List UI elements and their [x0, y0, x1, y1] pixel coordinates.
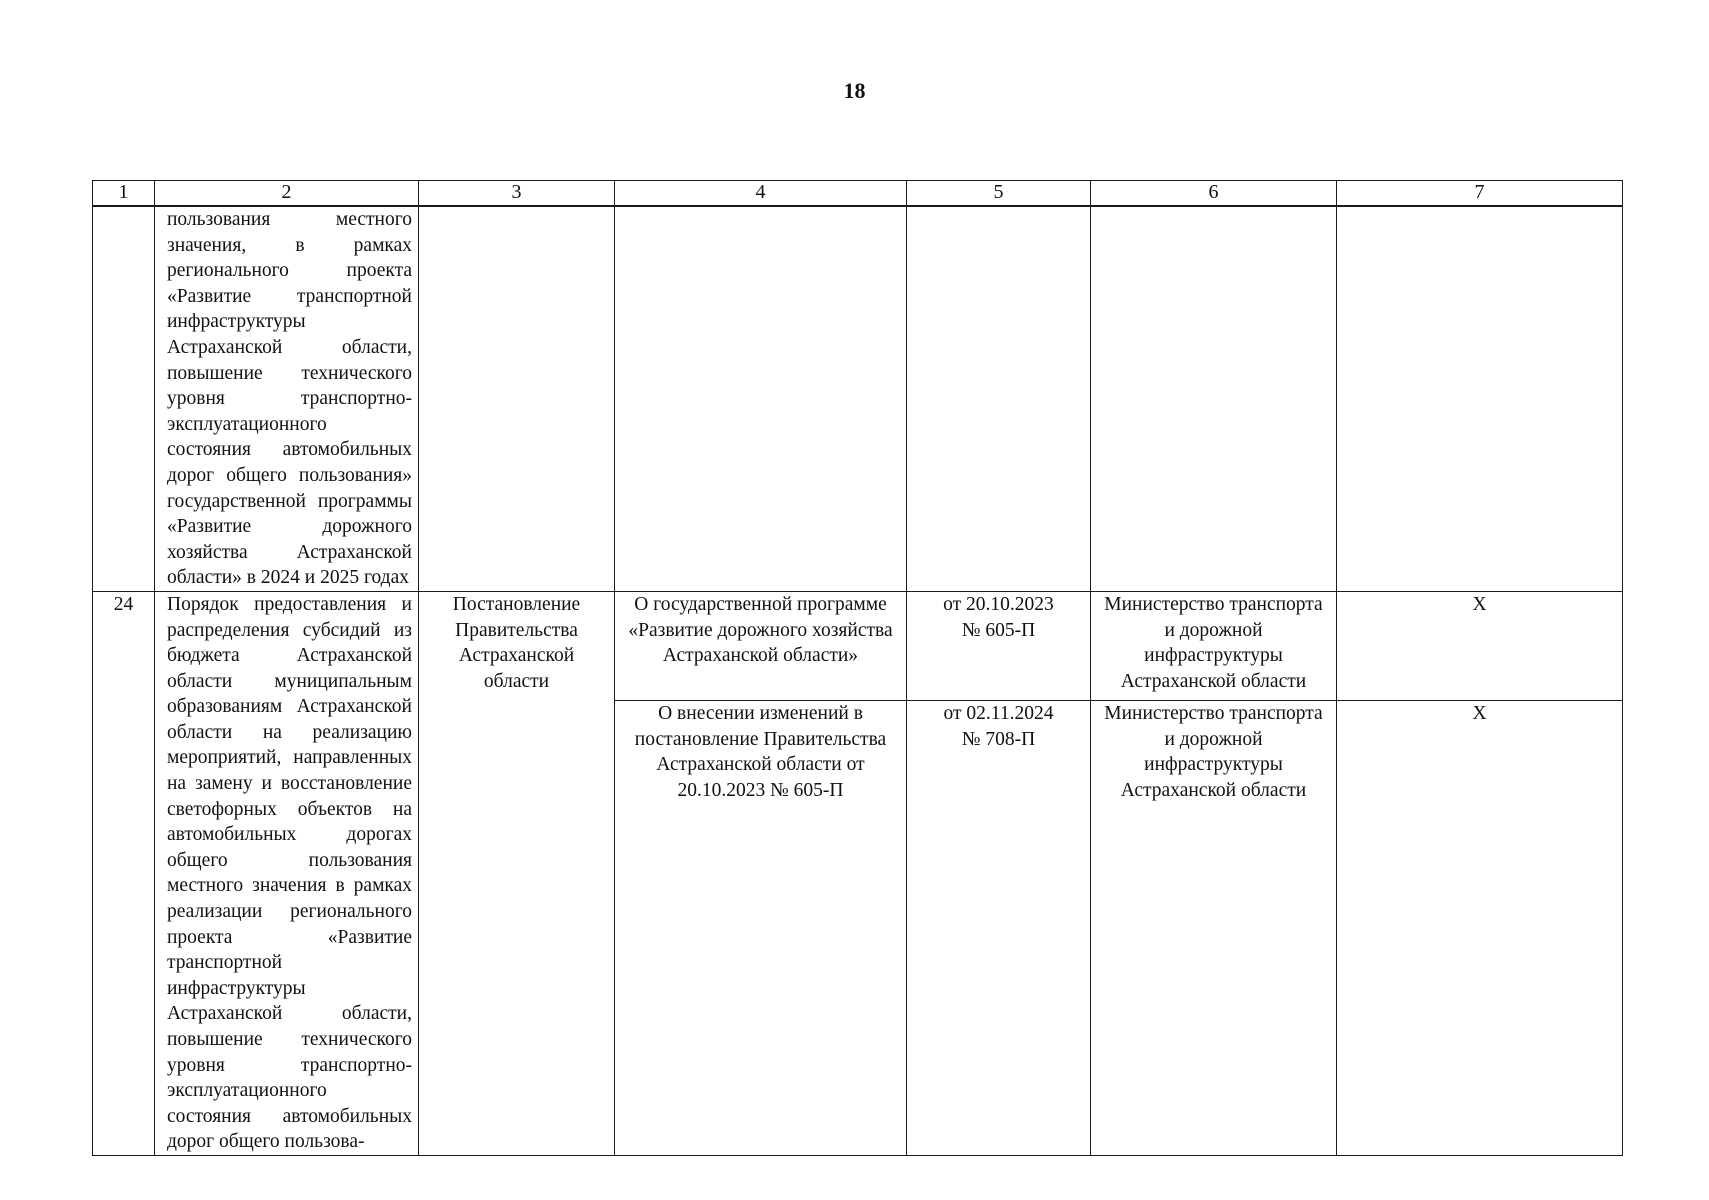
page-number: 18 — [843, 78, 866, 103]
document-number-1: № 605-П — [961, 619, 1036, 641]
row-number-cell: 24 — [93, 591, 155, 1155]
table-row-24a — [93, 591, 1623, 700]
column-number-4: 4 — [615, 181, 907, 207]
column-number-1: 1 — [93, 181, 155, 207]
mark-cell-1: X — [1337, 591, 1623, 700]
document-number-2: № 708-П — [961, 728, 1036, 750]
document-date-1: от 20.10.2023 — [943, 593, 1054, 615]
registry-table — [92, 180, 1623, 1156]
continuation-number-cell — [93, 206, 155, 591]
column-numbers-row — [93, 181, 1623, 207]
document-title-cell-1: О государственной программе «Развитие дорожного хозяйства Астраханской области» — [615, 591, 907, 700]
column-number-2: 2 — [155, 181, 419, 207]
column-number-6: 6 — [1091, 181, 1337, 207]
continuation-empty-cell-6 — [1091, 206, 1337, 591]
continuation-row — [93, 206, 1623, 591]
continuation-empty-cell-5 — [907, 206, 1091, 591]
continuation-name-cell: пользования местного значения, в рамках регионального проекта «Развитие транспортной инфраструктуры Астраханской области, повышение технического уровня транспортно-эксплуатационного состояния автомобильных дорог общего пользования» государственной программы «Развитие дорожного хозяйства Астраханской области» в 2024 и 2025 годах — [155, 206, 419, 591]
document-date-cell-1 — [907, 591, 1091, 700]
column-number-5: 5 — [907, 181, 1091, 207]
document-title-cell-2: О внесении изменений в постановление Правительства Астраханской области от 20.10.2023 № 605-П — [615, 701, 907, 1156]
continuation-empty-cell-3 — [419, 206, 615, 591]
mark-cell-2: X — [1337, 701, 1623, 1156]
column-number-7: 7 — [1337, 181, 1623, 207]
authority-cell-2: Министерство транспорта и дорожной инфраструктуры Астраханской области — [1091, 701, 1337, 1156]
continuation-empty-cell-4 — [615, 206, 907, 591]
authority-cell-1: Министерство транспорта и дорожной инфраструктуры Астраханской области — [1091, 591, 1337, 700]
document-type-cell: Постановление Правительства Астраханской области — [419, 591, 615, 1155]
document-date-2: от 02.11.2024 — [943, 703, 1054, 725]
column-number-3: 3 — [419, 181, 615, 207]
continuation-empty-cell-7 — [1337, 206, 1623, 591]
document-date-cell-2 — [907, 701, 1091, 1156]
regulation-name-cell: Порядок предоставления и распределения субсидий из бюджета Астраханской области муниципальным образованиям Астраханской области на реализацию мероприятий, направленных на замену и восстановление светофорных объектов на автомобильных дорогах общего пользования местного значения в рамках реализации регионального проекта «Развитие транспортной инфраструктуры Астраханской области, повышение технического уровня транспортно-эксплуатационного состояния автомобильных дорог общего пользова- — [155, 591, 419, 1155]
